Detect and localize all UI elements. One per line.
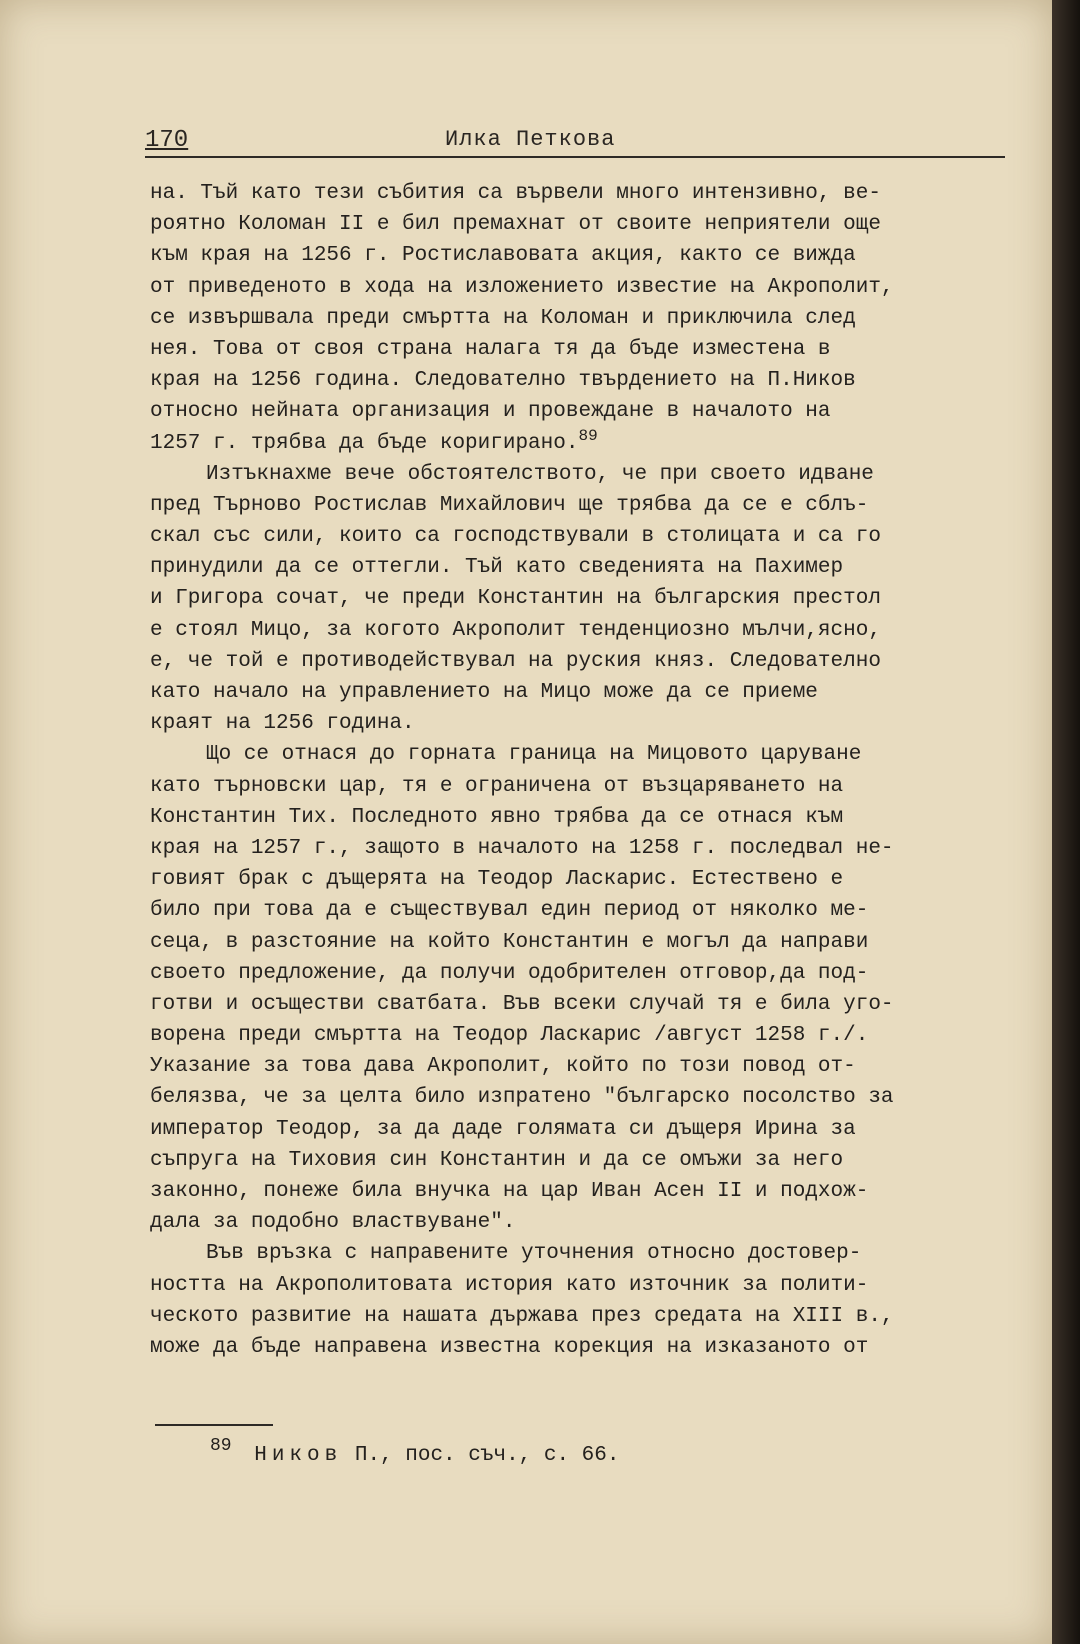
- text-line: съпруга на Тиховия син Константин и да се омъжи за него: [150, 1148, 844, 1172]
- text-line: ворена преди смъртта на Теодор Ласкарис /август 1258 г./.: [150, 1024, 869, 1048]
- text-line: към края на 1256 г. Ростиславовата акция, както се вижда: [150, 244, 856, 268]
- footnote-text: П., пос. съч., с. 66.: [354, 1444, 620, 1467]
- text-line: на. Тъй като тези събития са вървели много интензивно, ве-: [150, 182, 881, 205]
- text-line: се извършвала преди смъртта на Коломан и приключила след: [150, 306, 856, 330]
- paragraph-first-line: Във връзка с направените уточнения относно достовер-: [206, 1242, 862, 1266]
- text-line: своето предложение, да получи одобрителен отговор,да под-: [150, 961, 869, 985]
- body-text: [150, 178, 1010, 1363]
- text-line: относно нейната организация и провеждане в началото на: [150, 400, 831, 424]
- text-line: като търновски цар, тя е ограничена от възцаряването на: [150, 774, 844, 798]
- scan-edge: [1052, 0, 1080, 1644]
- text-line: сеца, в разстояние на който Константин е могъл да направи: [150, 930, 869, 954]
- paragraph-first-line: Изтъкнахме вече обстоятелството, че при своето идване: [206, 462, 874, 486]
- text-line: края на 1256 година. Следователно твърдението на П.Ников: [150, 369, 856, 393]
- paragraph-first-line: Що се отнася до горната граница на Мицовото царуване: [206, 743, 862, 767]
- page-number: 170: [145, 127, 189, 154]
- page-header: [145, 120, 1005, 158]
- text-line: Указание за това дава Акрополит, който по този повод от-: [150, 1055, 856, 1079]
- text-line: говият брак с дъщерята на Теодор Ласкарис. Естествено е: [150, 868, 844, 892]
- text-line: било при това да е съществувал един период от няколко ме-: [150, 899, 869, 923]
- text-segment: 1257 г. трябва да бъде коригирано.: [150, 431, 579, 455]
- text-line: белязва, че за целта било изпратено "българско посолство за: [150, 1086, 894, 1110]
- text-line: може да бъде направена известна корекция на изказаното от: [150, 1335, 869, 1359]
- text-line: от приведеното в хода на изложението известие на Акрополит,: [150, 275, 894, 299]
- text-line: законно, понеже била внучка на цар Иван Асен II и подхож-: [150, 1180, 869, 1203]
- text-line: ността на Акрополитовата история като източник за полити-: [150, 1273, 869, 1297]
- running-head: Илка Петкова: [445, 127, 616, 152]
- footnote-number: 89: [210, 1436, 232, 1456]
- footnote: [210, 1436, 620, 1467]
- text-line: ческото развитие на нашата държава през средата на XIII в.,: [150, 1304, 894, 1328]
- text-line: пред Търново Ростислав Михайлович ще трябва да се е сблъ-: [150, 493, 869, 517]
- text-line: нея. Това от своя страна налага тя да бъде изместена в: [150, 337, 831, 361]
- text-line: Константин Тих. Последното явно трябва да се отнася към: [150, 805, 844, 829]
- text-line: края на 1257 г., защото в началото на 1258 г. последвал не-: [150, 836, 894, 860]
- text-line: е стоял Мицо, за когото Акрополит тенденциозно мълчи,ясно,: [150, 618, 881, 642]
- footnote-author: Ников: [254, 1444, 343, 1467]
- text-line: роятно Коломан II е бил премахнат от своите неприятели още: [150, 213, 881, 237]
- footnote-ref: 89: [578, 426, 598, 445]
- text-line: е, че той е противодействувал на руския княз. Следователно: [150, 649, 881, 673]
- footnote-divider: [155, 1424, 273, 1426]
- text-line: като начало на управлението на Мицо може да се приеме: [150, 681, 818, 704]
- text-line: готви и осъществи сватбата. Във всеки случай тя е била уго-: [150, 992, 894, 1016]
- text-line: скал със сили, които са господствували в столицата и са го: [150, 525, 881, 549]
- text-line: краят на 1256 година.: [150, 712, 415, 736]
- text-line: принудили да се оттегли. Тъй като сведенията на Пахимер: [150, 556, 844, 580]
- text-line: и Григора сочат, че преди Константин на българския престол: [150, 587, 881, 611]
- text-line: император Теодор, за да даде голямата си дъщеря Ирина за: [150, 1117, 856, 1141]
- text-line: [150, 428, 1010, 459]
- text-line: дала за подобно властвуване".: [150, 1211, 516, 1235]
